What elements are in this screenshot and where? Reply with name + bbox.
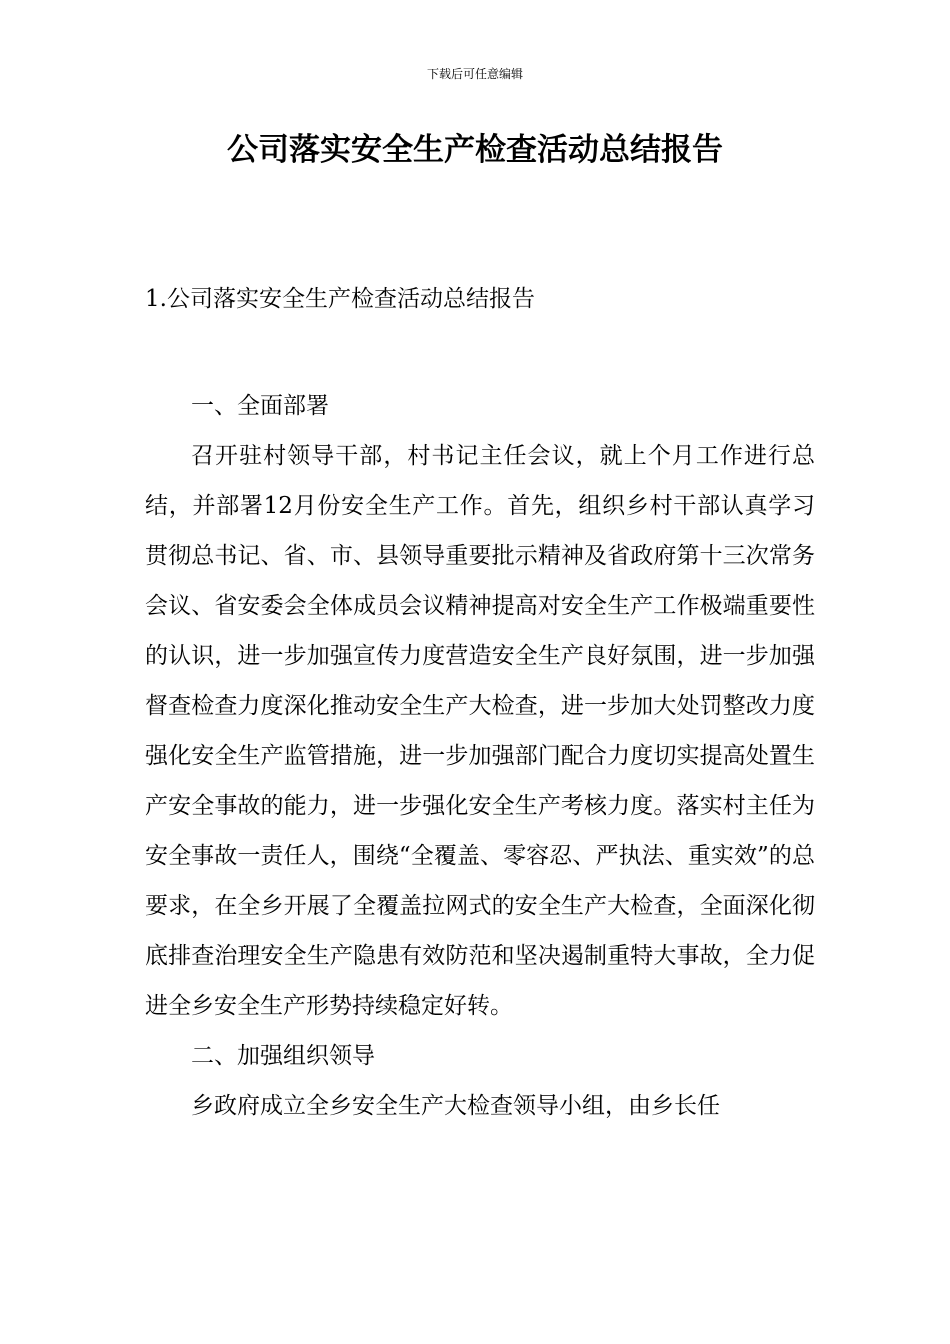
body-text <box>145 381 815 1131</box>
section-heading: 1.公司落实安全生产检查活动总结报告 <box>145 286 535 312</box>
paragraph-1: 召开驻村领导干部，村书记主任会议，就上个月工作进行总结，并部署12月份安全生产工作。首先，组织乡村干部认真学习贯彻总书记、省、市、县领导重要批示精神及省政府第十三次常务会议、省安委会全体成员会议精神提高对安全生产工作极端重要性的认识，进一步加强宣传力度营造安全生产良好氛围，进一步加强督查检查力度深化推动安全生产大检查，进一步加大处罚整改力度强化安全生产监管措施，进一步加强部门配合力度切实提高处置生产安全事故的能力，进一步强化安全生产考核力度。落实村主任为安全事故一责任人，围绕“全覆盖、零容忍、严执法、重实效”的总要求，在全乡开展了全覆盖拉网式的安全生产大检查，全面深化彻底排查治理安全生产隐患有效防范和坚决遏制重特大事故，全力促进全乡安全生产形势持续稳定好转。 <box>145 443 815 1019</box>
paragraph-2: 乡政府成立全乡安全生产大检查领导小组，由乡长任 <box>191 1093 720 1119</box>
paragraph-heading-2: 二、加强组织领导 <box>191 1043 375 1069</box>
paragraph-heading-1: 一、全面部署 <box>191 393 329 419</box>
document-title: 公司落实安全生产检查活动总结报告 <box>227 132 723 168</box>
header-note: 下载后可任意编辑 <box>426 67 523 81</box>
